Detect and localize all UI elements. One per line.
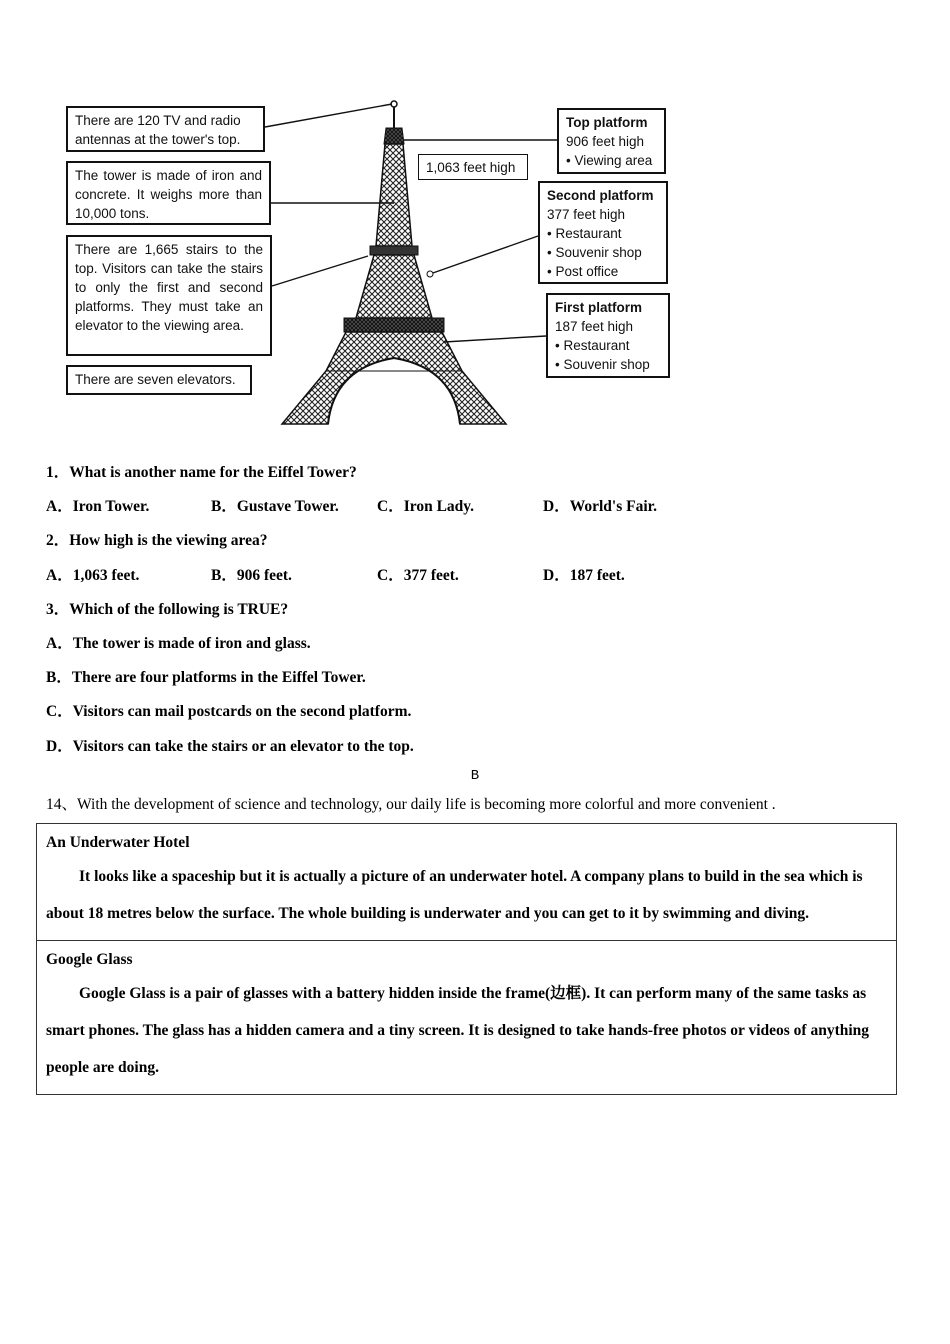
passage-intro: 14、With the development of science and technology, our daily life is becoming more colorful and more convenient . — [46, 796, 776, 813]
option-c[interactable]: C．Iron Lady. — [377, 498, 475, 515]
top-platform-height: 906 feet high — [566, 134, 645, 149]
first-platform-height: 187 feet high — [555, 319, 634, 334]
first-platform-item: • Restaurant — [555, 338, 630, 353]
option-a[interactable]: A．The tower is made of iron and glass. — [46, 635, 311, 652]
passage-cell-google-glass — [37, 940, 896, 1094]
passage-title: Google Glass — [46, 951, 133, 968]
first-platform-item: • Souvenir shop — [555, 357, 650, 372]
second-platform-title: Second platform — [547, 188, 654, 203]
option-b[interactable]: B．906 feet. — [211, 567, 292, 584]
top-platform-title: Top platform — [566, 115, 648, 130]
height-label-text: 1,063 feet high — [426, 160, 516, 175]
callout-material — [66, 161, 271, 225]
passage-body: It looks like a spaceship but it is actually a picture of an underwater hotel. A company plans to build in the sea which is about 18 metres below the surface. The whole building is underwater and you can get to it by swimming and diving. — [46, 868, 863, 922]
second-platform-item: • Restaurant — [547, 226, 622, 241]
passage-body: Google Glass is a pair of glasses with a battery hidden inside the frame(边框). It can perform many of the same tasks as smart phones. The glass has a hidden camera and a tiny screen. It is designed to take hands-free photos or videos of anything people are doing. — [46, 985, 870, 1076]
question-3-stem: 3．Which of the following is TRUE? — [46, 601, 289, 618]
first-platform-title: First platform — [555, 300, 643, 315]
height-label — [418, 154, 528, 180]
top-platform-item: • Viewing area — [566, 153, 653, 168]
second-platform-item: • Souvenir shop — [547, 245, 642, 260]
option-a[interactable]: A．Iron Tower. — [46, 498, 150, 515]
section-label: B — [470, 768, 480, 784]
option-b[interactable]: B．Gustave Tower. — [211, 498, 339, 515]
option-d[interactable]: D．Visitors can take the stairs or an elevator to the top. — [46, 738, 414, 755]
callout-second-platform — [538, 181, 668, 284]
option-d[interactable]: D．World's Fair. — [543, 498, 657, 515]
passage-cell-underwater-hotel — [37, 824, 896, 940]
callout-stairs-text: There are 1,665 stairs to the top. Visitors can take the stairs to only the first and second platforms. They must take an elevator to the viewing area. — [75, 242, 263, 333]
callout-antennas — [66, 106, 265, 152]
callout-elevators — [66, 365, 252, 395]
callout-top-platform — [557, 108, 666, 174]
passage-title: An Underwater Hotel — [46, 834, 190, 851]
passage-table — [36, 823, 897, 1095]
question-2-stem: 2．How high is the viewing area? — [46, 532, 268, 549]
second-platform-item: • Post office — [547, 264, 619, 279]
option-c[interactable]: C．377 feet. — [377, 567, 459, 584]
option-d[interactable]: D．187 feet. — [543, 567, 625, 584]
option-b[interactable]: B．There are four platforms in the Eiffel Tower. — [46, 669, 366, 686]
callout-material-text: The tower is made of iron and concrete. It weighs more than 10,000 tons. — [75, 168, 262, 221]
option-a[interactable]: A．1,063 feet. — [46, 567, 140, 584]
eiffel-tower-figure — [60, 96, 680, 436]
callout-elevators-text: There are seven elevators. — [75, 372, 236, 387]
callout-stairs — [66, 235, 272, 356]
callout-antennas-text: There are 120 TV and radio antennas at the tower's top. — [75, 113, 241, 147]
question-1-stem: 1．What is another name for the Eiffel Tower? — [46, 464, 357, 481]
callout-first-platform — [546, 293, 670, 378]
option-c[interactable]: C．Visitors can mail postcards on the second platform. — [46, 703, 412, 720]
second-platform-height: 377 feet high — [547, 207, 626, 222]
